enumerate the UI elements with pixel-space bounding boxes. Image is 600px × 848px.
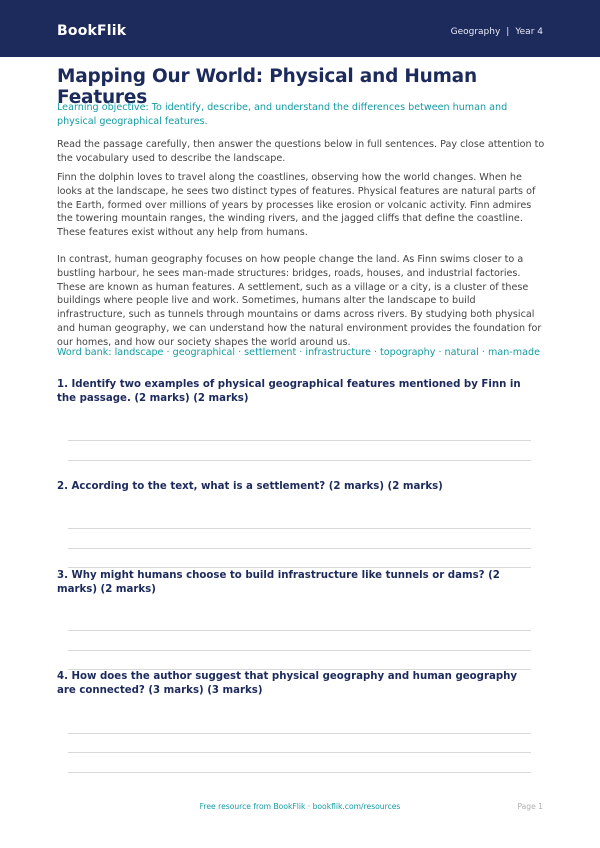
answer-line[interactable] — [68, 567, 531, 568]
answer-line[interactable] — [68, 548, 531, 549]
page-number: Page 1 — [517, 802, 543, 811]
answer-line[interactable] — [68, 772, 531, 773]
subject-year-label — [451, 27, 543, 37]
answer-line[interactable] — [68, 733, 531, 734]
passage-paragraph-2: In contrast, human geography focuses on how people change the land. As Finn swims closer to a bustling harbour, he sees man-made structures: bridges, roads, houses, and industrial factories. These are known as human features. A settlement, such as a village or a city, is a cluster of these buildings where people live and work. Sometimes, humans alter the landscape to build infrastructure, such as tunnels through mountains or dams across rivers. By studying both physical and human geography, we can understand how the natural environment provides the foundation for our homes, and how our society shapes the world around us. — [57, 254, 542, 348]
answer-line[interactable] — [68, 650, 531, 651]
footer-resource-link[interactable]: Free resource from BookFlik · bookflik.com/resources — [199, 802, 401, 811]
page-header — [0, 0, 600, 57]
answer-line[interactable] — [68, 528, 531, 529]
answer-line[interactable] — [68, 460, 531, 461]
answer-line[interactable] — [68, 630, 531, 631]
answer-line[interactable] — [68, 440, 531, 441]
question-4: 4. How does the author suggest that physical geography and human geography are connected? (3 marks) (3 marks) — [57, 671, 518, 696]
question-3: 3. Why might humans choose to build infrastructure like tunnels or dams? (2 marks) (2 marks) — [57, 570, 500, 595]
subject-separator: | — [506, 27, 510, 37]
passage-paragraph-1: Finn the dolphin loves to travel along the coastlines, observing how the world changes. When he looks at the landscape, he sees two distinct types of features. Physical features are natural parts of the Earth, formed over millions of years by processes like erosion or volcanic activity. Finn admires the towering mountain ranges, the winding rivers, and the jagged cliffs that define the coastline. These features exist without any help from humans. — [57, 172, 536, 239]
answer-line[interactable] — [68, 752, 531, 753]
year-label: Year 4 — [515, 27, 543, 37]
word-bank: Word bank: landscape · geographical · settlement · infrastructure · topography · natural · man-made — [57, 347, 540, 358]
instructions: Read the passage carefully, then answer the questions below in full sentences. Pay close attention to the vocabulary used to describe the landscape. — [57, 139, 545, 164]
worksheet-title: Mapping Our World: Physical and Human Features — [57, 66, 477, 108]
question-1: 1. Identify two examples of physical geographical features mentioned by Finn in the passage. (2 marks) (2 marks) — [57, 379, 521, 404]
brand-logo: BookFlik — [57, 23, 127, 39]
question-2: 2. According to the text, what is a settlement? (2 marks) (2 marks) — [57, 481, 443, 492]
learning-objective: Learning objective: To identify, describe, and understand the differences between human and physical geographical features. — [57, 102, 508, 127]
subject-label: Geography — [450, 27, 501, 37]
